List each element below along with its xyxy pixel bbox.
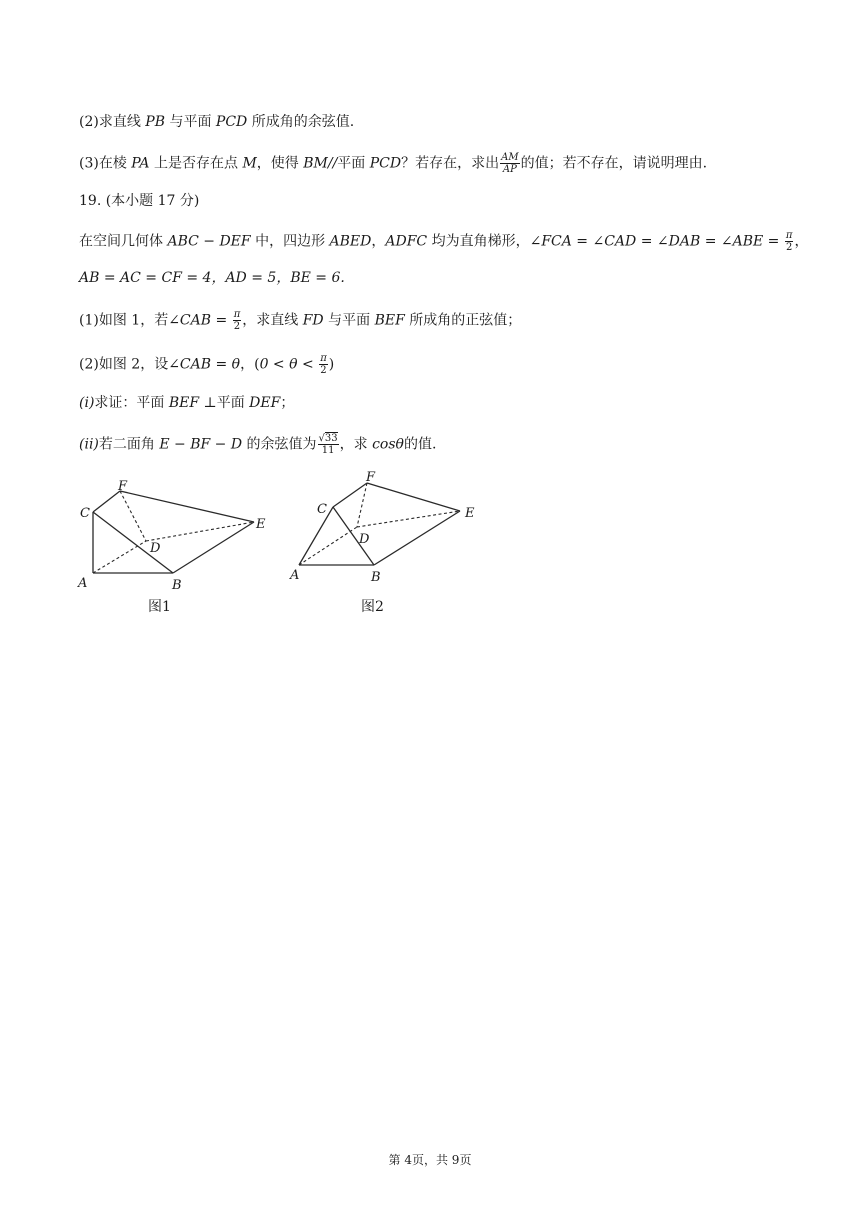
- math: PCD: [215, 114, 248, 130]
- text: 均为直角梯形，: [427, 233, 530, 250]
- math: 0 < θ <: [259, 356, 319, 373]
- math: PB: [145, 114, 165, 130]
- math: PA: [131, 155, 150, 172]
- label-D: D: [150, 541, 161, 556]
- math: FD: [302, 312, 324, 329]
- math: ∠CAB =: [168, 312, 232, 329]
- text: (2)如图 2，设: [79, 356, 169, 373]
- math: E − BF − D: [159, 436, 243, 453]
- text: ？若存在，求出: [401, 155, 500, 172]
- math: cosθ: [372, 436, 404, 453]
- text: ，求直线: [242, 312, 303, 329]
- text: ；: [280, 395, 295, 411]
- text: ，求: [339, 436, 373, 453]
- math: ABC − DEF: [167, 233, 251, 250]
- text: 中，四边形: [250, 233, 330, 250]
- text: 在空间几何体: [79, 233, 168, 250]
- fraction-denominator: 2: [233, 321, 241, 332]
- math: ABED: [329, 233, 372, 250]
- label2-D: D: [359, 532, 370, 547]
- label2-C: C: [317, 502, 327, 517]
- edge-CF: [93, 491, 120, 512]
- text: ，: [794, 233, 809, 250]
- math: BEF: [168, 395, 200, 411]
- fraction-numerator: AM: [501, 152, 519, 163]
- figure-1-caption: 图1: [148, 599, 171, 615]
- page-footer: 第 4页，共 9页: [388, 1153, 472, 1167]
- edge2-BE: [374, 511, 460, 565]
- text: 求证：平面: [94, 395, 169, 411]
- math: (i): [79, 395, 95, 411]
- label2-F: F: [366, 470, 376, 485]
- sqrt-sign: √: [318, 433, 325, 444]
- math: BEF: [374, 312, 405, 329]
- text: 的值；若不存在，请说明理由.: [520, 155, 708, 172]
- fraction-denominator: 2: [320, 365, 327, 376]
- radicand: 33: [324, 433, 338, 444]
- text: 所成角的余弦值.: [247, 114, 355, 130]
- math: ADFC: [385, 233, 428, 250]
- math: (ii): [79, 436, 99, 453]
- text: 的余弦值为: [242, 436, 317, 453]
- math: DEF: [249, 395, 281, 411]
- edge-FD-hidden: [120, 491, 146, 541]
- text: (3)在棱: [79, 155, 132, 172]
- fraction-numerator: π: [785, 230, 793, 241]
- fraction-denominator: 11: [321, 445, 335, 456]
- text: 与平面: [165, 114, 216, 130]
- math: ∠FCA = ∠CAD = ∠DAB = ∠ABE =: [529, 233, 784, 250]
- label-E: E: [256, 517, 266, 532]
- text: ，(: [240, 356, 260, 373]
- label-F: F: [118, 479, 128, 494]
- math: M: [242, 155, 257, 172]
- label-B: B: [172, 578, 182, 593]
- edge2-AD-hidden: [299, 527, 357, 565]
- fraction-denominator: 2: [785, 242, 793, 253]
- edge2-AC: [299, 507, 333, 565]
- edge2-DE-hidden: [357, 511, 460, 527]
- text: 上是否存在点: [149, 155, 243, 172]
- edge2-FE: [367, 483, 460, 511]
- text: 平面: [337, 155, 370, 172]
- edge-FE: [120, 491, 254, 522]
- label-A: A: [78, 576, 88, 591]
- text: 若二面角: [98, 436, 160, 453]
- edge-CB: [93, 512, 173, 573]
- text: ，: [371, 233, 386, 250]
- text: ): [328, 356, 335, 373]
- label-C: C: [80, 506, 90, 521]
- label2-E: E: [465, 506, 475, 521]
- text: 所成角的正弦值；: [404, 312, 522, 329]
- math: PCD: [369, 155, 402, 172]
- figure-2-caption: 图2: [361, 599, 384, 615]
- math: ∠CAB = θ: [168, 356, 241, 373]
- fraction-numerator: π: [320, 353, 327, 364]
- fraction-denominator: AP: [502, 164, 517, 175]
- q19-header: 19. (本小题 17 分): [79, 193, 200, 209]
- label2-B: B: [371, 570, 381, 585]
- text: 的值.: [403, 436, 437, 453]
- text: (2)求直线: [79, 114, 146, 130]
- text: ，使得: [256, 155, 304, 172]
- text: 与平面: [323, 312, 375, 329]
- math: BM//: [303, 155, 338, 172]
- fraction-numerator: π: [233, 309, 241, 320]
- edge2-CF: [333, 483, 367, 507]
- label2-A: A: [290, 568, 300, 583]
- math: AB = AC = CF = 4，AD = 5，BE = 6.: [79, 270, 345, 286]
- text: (1)如图 1，若: [79, 312, 169, 329]
- text: ⊥平面: [199, 395, 250, 411]
